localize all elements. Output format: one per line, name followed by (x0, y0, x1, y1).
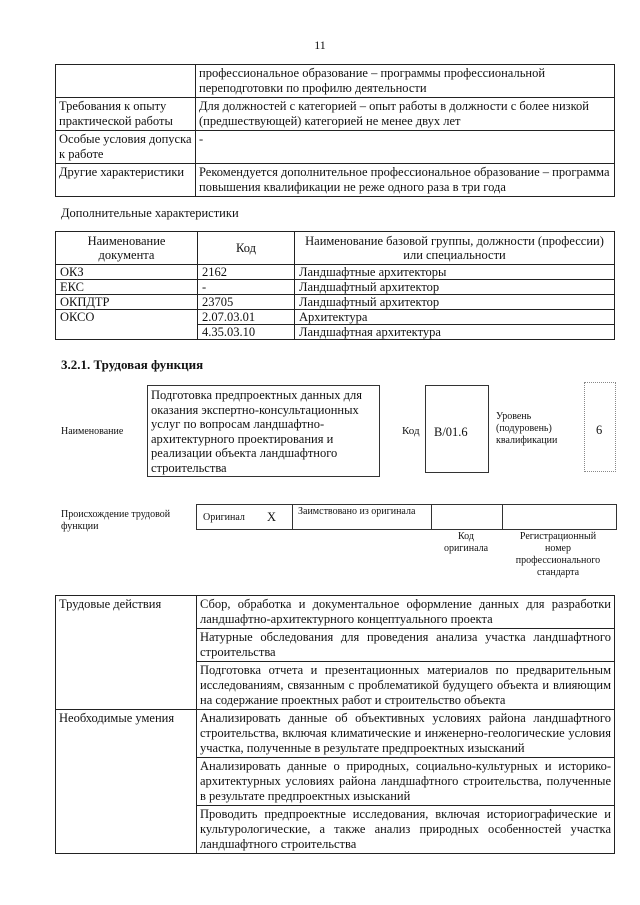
cell-document: ЕКС (56, 280, 198, 295)
origin-label: Происхождение трудовой функции (61, 509, 171, 532)
labor-function-heading: 3.2.1. Трудовая функция (61, 357, 204, 372)
code-original-label: Код оригинала (443, 531, 489, 554)
table-row (56, 265, 615, 280)
row-value: Рекомендуется дополнительное профессиональное образование – программа повышения квалификации не реже одного раза в три года (196, 164, 615, 197)
table-row (56, 164, 615, 197)
cell-code: 2162 (198, 265, 295, 280)
table-row (56, 710, 615, 758)
level-value: 6 (596, 423, 603, 437)
column-header-code: Код (198, 232, 295, 265)
row-value: - (196, 131, 615, 164)
table-row (56, 65, 615, 98)
row-value: Анализировать данные о природных, социально-культурных и историко-архитектурных условиях района ландшафтного строительства, полученные в результате предпроектных изысканий (197, 758, 615, 806)
cell-document: ОКСО (56, 310, 198, 340)
cell-code: 4.35.03.10 (198, 325, 295, 340)
name-label: Наименование (61, 426, 124, 437)
table-row (56, 98, 615, 131)
row-value: Сбор, обработка и документальное оформление данных для разработки ландшафтно-архитектурного концептуального проекта (197, 596, 615, 629)
cell-code: 23705 (198, 295, 295, 310)
page-number: 11 (314, 38, 326, 52)
row-value: Анализировать данные об объективных условиях района ландшафтного строительства, включая климатические и инженерно-геологические условия участка, полученные в результате предпроектных изысканий (197, 710, 615, 758)
column-header-name: Наименование базовой группы, должности (профессии) или специальности (295, 232, 615, 265)
column-header-document: Наименование документа (56, 232, 198, 265)
row-value: Проводить предпроектные исследования, включая историографические и культурологические, а также анализ природных особенностей участка ландшафтного строительства (197, 806, 615, 854)
row-label: Требования к опыту практической работы (56, 98, 196, 131)
borrowed-label: Заимствовано из оригинала (298, 506, 416, 517)
row-label: Необходимые умения (56, 710, 197, 854)
level-label: Уровень (подуровень) квалификации (496, 411, 558, 446)
row-label: Трудовые действия (56, 596, 197, 710)
code-label: Код (402, 425, 420, 437)
origin-code-cell (432, 505, 503, 529)
cell-name: Ландшафтные архитекторы (295, 265, 615, 280)
table-row (56, 596, 615, 629)
row-label: Особые условия допуска к работе (56, 131, 196, 164)
cell-document: ОКЗ (56, 265, 198, 280)
original-label: Оригинал (203, 512, 245, 523)
labor-actions-table (55, 595, 615, 854)
row-value: профессиональное образование – программы профессиональной переподготовки по профилю деятельности (196, 65, 615, 98)
cell-name: Ландшафтная архитектура (295, 325, 615, 340)
table-row (56, 131, 615, 164)
function-name-box: Подготовка предпроектных данных для оказания экспертно-консультационных услуг по вопросам ландшафтно-архитектурного проектирования и реализации объекта ландшафтного строительства (147, 385, 380, 477)
cell-code: 2.07.03.01 (198, 310, 295, 325)
table-row (56, 280, 615, 295)
row-label: Другие характеристики (56, 164, 196, 197)
level-box (584, 382, 616, 472)
row-value: Подготовка отчета и презентационных материалов по предварительным исследованиям, связанным с проблематикой будущего объекта и влияющим на содержание проектных работ и строительство объекта (197, 662, 615, 710)
table-row (56, 295, 615, 310)
row-label (56, 65, 196, 98)
qualification-requirements-table (55, 64, 615, 197)
cell-name: Ландшафтный архитектор (295, 280, 615, 295)
origin-row (196, 504, 617, 530)
classifier-table (55, 231, 615, 340)
cell-name: Ландшафтный архитектор (295, 295, 615, 310)
code-box (425, 385, 489, 473)
table-row (56, 310, 615, 325)
code-value: B/01.6 (434, 425, 468, 439)
origin-borrowed-cell (293, 505, 432, 529)
cell-document: ОКПДТР (56, 295, 198, 310)
row-value: Для должностей с категорией – опыт работы в должности с более низкой (предшествующей) категорией не менее двух лет (196, 98, 615, 131)
row-value: Натурные обследования для проведения анализа участка ландшафтного строительства (197, 629, 615, 662)
origin-original-cell (197, 505, 293, 529)
table-header-row (56, 232, 615, 265)
cell-code: - (198, 280, 295, 295)
original-mark: X (267, 510, 277, 524)
cell-name: Архитектура (295, 310, 615, 325)
reg-number-label: Регистрационный номер профессионального стандарта (515, 531, 601, 578)
additional-characteristics-heading: Дополнительные характеристики (61, 206, 239, 220)
